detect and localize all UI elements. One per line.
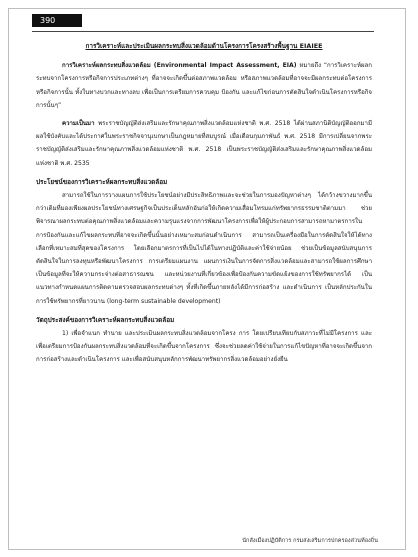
intro-text: หมายถึง “การวิเคราะห์ผลกระทบจากโครงการหรือกิจการประเภทต่างๆ ที่อาจจะเกิดขึ้นต่อสภาพแวดล้อม หรือสภาพแวดล้อมที่อาจจะมีผลกระทบต่อโครงการหรือกิจการนั้น ทั้งในทางบวกและทางลบ เพื่อเป็นการเตรียมการควบคุม ป้องกัน และแก้ไขก่อนการตัดสินใจดำเนินโครงการหรือกิจการนั้นๆ” [36, 62, 372, 109]
objective-item-1: 1) เพื่อจำแนก ทำนาย และประเมินผลกระทบสิ่งแวดล้อมจากโครง การ โดยเปรียบเทียบกับสภาวะที่ไม่มีโครงการ และเพื่อเตรียมการป้องกันผลกระทบสิ่งแวดล้อมที่จะเกิดขึ้นจากโครงการ ซึ่งจะช่วยลดค่าใช้จ่ายในการแก้ไขปัญหาที่อาจจะเกิดขึ้นจากการก่อสร้างและดำเนินโครงการ และเพื่อสนับสนุนหลักการพัฒนาทรัพยากรสิ่งแวดล้อมอย่างยั่งยืน [36, 330, 372, 364]
benefits-heading: ประโยชน์ของการวิเคราะห์ผลกระทบสิ่งแวดล้อม [36, 177, 168, 186]
page-number: 390 [40, 16, 56, 25]
benefits-paragraph: สามารถใช้ในการวางแผนการใช้ประโยชน์อย่างมีประสิทธิภาพและจะช่วยในการมองปัญหาต่างๆ ได้กว้างขวางมากขึ้นกว่าเดิมที่มองเพียงผลประโยชน์ทางเศรษฐกิจเป็นประเด็นหลักอันก่อให้เกิดความเสื่อมโทรมแก่ทรัพยากรธรรมชาติตามมา ช่วยพิจารณาผลกระทบต่อคุณภาพสิ่งแวดล้อมและความรุนแรงจากการพัฒนาโครงการเพื่อให้ผู้ประกอบการสามารถหามาตรการในการป้องกันและแก้ไขผลกระทบที่อาจจะเกิดขึ้นนั้นอย่างเหมาะสมก่อนดำเนินการ สามารถเป็นเครื่องมือในการตัดสินใจให้ได้ทางเลือกที่เหมาะสมที่สุดของโครงการ โดยเลือกมาตรการที่เป็นไปได้ในทางปฏิบัติและค่าใช้จ่ายน้อย ช่วยเป็นข้อมูลสนับสนุนการตัดสินใจในการลงทุนหรือพัฒนาโครงการ การเตรียมแผนงาน แผนการเงินในการจัดการสิ่งแวดล้อมและสามารถใช้ผลการศึกษาเป็นข้อมูลที่จะให้ความกระจ่างต่อสาธารณชน และหน่วยงานที่เกี่ยวข้องเพื่อป้องกันความขัดแย้งของการใช้ทรัพยากรได้ เป็นแนวทางกำหนดแผนการติดตามตรวจสอบผลกระทบต่างๆ ทั้งที่เกิดขึ้นภายหลังได้มีการก่อสร้าง และดำเนินการ เป็นหลักประกันในการใช้ทรัพยากรที่ยาวนาน (long-term sustainable development) [36, 192, 372, 305]
page-footer: นักสังเมืองปฏิบัติการ กรมส่งเสริมการปกครองส่วนท้องถิ่น [242, 538, 378, 544]
background-text: พระราชบัญญัติส่งเสริมและรักษาคุณภาพสิ่งแวดล้อมแห่งชาติ พ.ศ. 2518 ได้ผ่านสภานิติบัญญัติออกมามีผลใช้บังคับและได้ประกาศในพระราชกิจจานุเบกษาเป็นกฎหมายที่สมบูรณ์ เมื่อเดือนกุมภาพันธ์ พ.ศ. 2518 มีการเปลี่ยนจากพระราชบัญญัติส่งเสริมและรักษาคุณภาพสิ่งแวดล้อมแห่งชาติ พ.ศ. 2518 เป็นพระราชบัญญัติส่งเสริมและรักษาคุณภาพสิ่งแวดล้อมแห่งชาติ พ.ศ. 2535 [36, 120, 372, 167]
header-rule [32, 31, 374, 32]
intro-term: การวิเคราะห์ผลกระทบสิ่งแวดล้อม (Environmental Impact Assessment, EIA) [62, 62, 297, 70]
objectives-heading: วัตถุประสงค์ของการวิเคราะห์ผลกระทบสิ่งแวดล้อม [36, 315, 175, 324]
document-body [36, 40, 372, 367]
intro-paragraph [36, 59, 372, 112]
background-term: ความเป็นมา [62, 120, 95, 128]
page-title: การวิเคราะห์และประเมินผลกระทบสิ่งแวดล้อมด้านโครงการโครงสร้างพื้นฐาน EIAIEE [85, 42, 323, 50]
background-paragraph [36, 117, 372, 170]
